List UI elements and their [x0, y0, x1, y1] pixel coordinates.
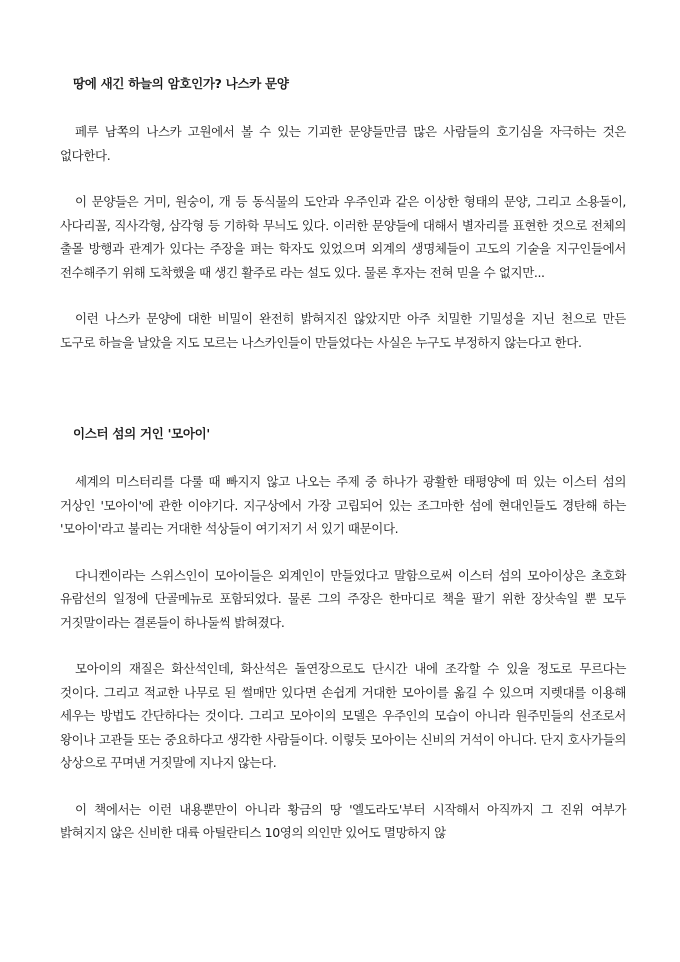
paragraph: 모아이의 재질은 화산석인데, 화산석은 돌연장으로도 단시간 내에 조각할 수 있을 정도로 무르다는 것이다. 그리고 적교한 나무로 된 썰매만 있다면 손쉽게 거대한 모아이를 옮길 수 있으며 지렛대를 이용해 세우는 방법도 간단하다는 것이다. 그리고 모아이의 모델은 우주인의 모습이 아니라 원주민들의 선조로서 왕이나 고관들 또는 중요하다고 생각한 사람들이다. 이렇듯 모아이는 신비의 거석이 아니다. 단지 호사가들의 상상으로 꾸며낸 거짓말에 지나지 않는다.	[60, 661, 626, 770]
section-title-nazca: 땅에 새긴 하늘의 암호인가? 나스카 문양	[73, 76, 289, 91]
paragraph: 세계의 미스터리를 다룰 때 빠지지 않고 나오는 주제 중 하나가 광활한 태평양에 떠 있는 이스터 섬의 거상인 '모아이'에 관한 이야기다. 지구상에서 가장 고립되어 있는 조그마한 섬에 현대인들도 경탄해 하는 '모아이'라고 불리는 거대한 석상들이 여기저기 서 있기 때문이다.	[60, 474, 626, 536]
paragraph: 이런 나스카 문양에 대한 비밀이 완전히 밝혀지진 않았지만 아주 치밀한 기밀성을 지닌 천으로 만든 도구로 하늘을 날았을 지도 모르는 나스카인들이 만들었다는 사실은 누구도 부정하지 않는다고 한다.	[60, 311, 626, 350]
document-page	[60, 74, 626, 868]
section-nazca	[60, 74, 626, 354]
section-spacer	[60, 377, 626, 424]
paragraph: 페루 남쪽의 나스카 고원에서 볼 수 있는 기괴한 문양들만큼 많은 사람들의 호기심을 자극하는 것은 없다한다.	[60, 124, 626, 163]
paragraph: 이 문양들은 거미, 원숭이, 개 등 동식물의 도안과 우주인과 같은 이상한 형태의 문양, 그리고 소용돌이, 사다리꼴, 직사각형, 삼각형 등 기하학 무늬도 있다. 이러한 문양들에 대해서 별자리를 표현한 것으로 전체의 출몰 방행과 관계가 있다는 주장을 펴는 학자도 있었으며 외계의 생명체들이 고도의 기술을 지구인들에서 전수해주기 위해 도착했을 때 생긴 활주로 라는 설도 있다. 물론 후자는 전혀 믿을 수 없지만...	[60, 194, 626, 280]
section-moai	[60, 424, 626, 845]
paragraph: 이 책에서는 이런 내용뿐만이 아니라 황금의 땅 '엘도라도'부터 시작해서 아직까지 그 진위 여부가 밝혀지지 않은 신비한 대륙 아틸란티스 10영의 의인만 있어도 멸망하지 않	[60, 801, 626, 840]
paragraph: 다니켄이라는 스위스인이 모아이들은 외계인이 만들었다고 말함으로써 이스터 섬의 모아이상은 초호화 유람선의 일정에 단골메뉴로 포함되었다. 물론 그의 주장은 한마디로 책을 팔기 위한 장삿속일 뿐 모두 거짓말이라는 결론들이 하나둘씩 밝혀졌다.	[60, 567, 626, 630]
section-title-moai: 이스터 섬의 거인 '모아이'	[73, 426, 210, 441]
